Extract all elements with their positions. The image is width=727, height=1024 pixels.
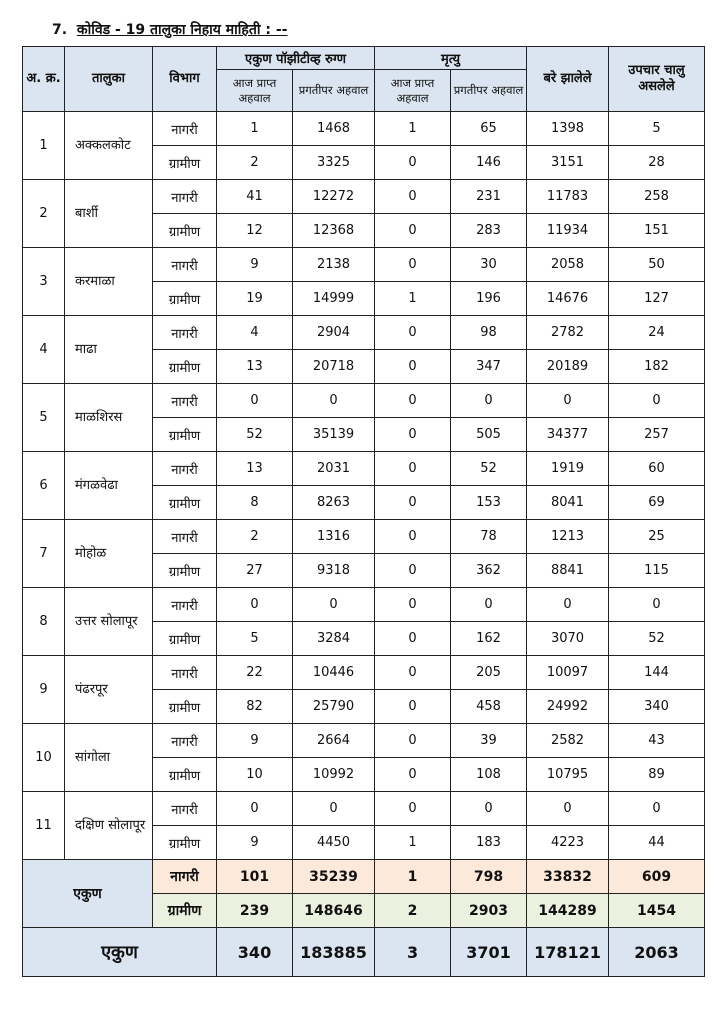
active-cell: 0	[609, 792, 705, 826]
taluka-name: मोहोळ	[65, 520, 153, 588]
death-today-cell: 0	[375, 316, 451, 350]
death-total-cell: 108	[451, 758, 527, 792]
header-deaths-group: मृत्यु	[375, 47, 527, 70]
death-total-cell: 0	[451, 384, 527, 418]
total-urban-pos-total: 35239	[293, 860, 375, 894]
death-today-cell: 0	[375, 622, 451, 656]
pos-total-cell: 4450	[293, 826, 375, 860]
division-cell: नागरी	[153, 792, 217, 826]
pos-total-cell: 0	[293, 792, 375, 826]
active-cell: 43	[609, 724, 705, 758]
pos-total-cell: 2138	[293, 248, 375, 282]
pos-total-cell: 20718	[293, 350, 375, 384]
table-row	[23, 248, 705, 282]
taluka-name: बार्शी	[65, 180, 153, 248]
grand-total-recovered: 178121	[527, 928, 609, 977]
recovered-cell: 2582	[527, 724, 609, 758]
pos-total-cell: 0	[293, 384, 375, 418]
division-cell: ग्रामीण	[153, 554, 217, 588]
header-division: विभाग	[153, 47, 217, 112]
recovered-cell: 3070	[527, 622, 609, 656]
table-row	[23, 452, 705, 486]
sr-number: 8	[23, 588, 65, 656]
grand-total-pos-total: 183885	[293, 928, 375, 977]
sr-number: 10	[23, 724, 65, 792]
division-cell: नागरी	[153, 384, 217, 418]
pos-total-cell: 3284	[293, 622, 375, 656]
table-row	[23, 180, 705, 214]
division-cell: ग्रामीण	[153, 146, 217, 180]
table-row	[23, 588, 705, 622]
recovered-cell: 3151	[527, 146, 609, 180]
grand-total-label: एकुण	[23, 928, 217, 977]
total-urban-active: 609	[609, 860, 705, 894]
table-row	[23, 112, 705, 146]
death-today-cell: 0	[375, 656, 451, 690]
death-today-cell: 0	[375, 180, 451, 214]
division-cell: ग्रामीण	[153, 418, 217, 452]
division-cell: नागरी	[153, 180, 217, 214]
active-cell: 257	[609, 418, 705, 452]
pos-today-cell: 9	[217, 826, 293, 860]
total-rural-pos-today: 239	[217, 894, 293, 928]
death-total-cell: 52	[451, 452, 527, 486]
pos-total-cell: 14999	[293, 282, 375, 316]
sr-number: 11	[23, 792, 65, 860]
pos-total-cell: 10446	[293, 656, 375, 690]
pos-today-cell: 82	[217, 690, 293, 724]
table-row	[23, 384, 705, 418]
death-today-cell: 0	[375, 520, 451, 554]
pos-total-cell: 12368	[293, 214, 375, 248]
total-rural-recovered: 144289	[527, 894, 609, 928]
recovered-cell: 24992	[527, 690, 609, 724]
active-cell: 115	[609, 554, 705, 588]
active-cell: 50	[609, 248, 705, 282]
table-body	[23, 112, 705, 977]
active-cell: 52	[609, 622, 705, 656]
recovered-cell: 8841	[527, 554, 609, 588]
division-cell: ग्रामीण	[153, 350, 217, 384]
sr-number: 9	[23, 656, 65, 724]
pos-today-cell: 9	[217, 724, 293, 758]
pos-total-cell: 0	[293, 588, 375, 622]
division-cell: ग्रामीण	[153, 282, 217, 316]
active-cell: 44	[609, 826, 705, 860]
death-today-cell: 0	[375, 486, 451, 520]
pos-total-cell: 9318	[293, 554, 375, 588]
active-cell: 0	[609, 384, 705, 418]
death-today-cell: 0	[375, 214, 451, 248]
header-recovered: बरे झालेले	[527, 47, 609, 112]
pos-today-cell: 13	[217, 452, 293, 486]
division-cell: नागरी	[153, 112, 217, 146]
division-cell: ग्रामीण	[153, 758, 217, 792]
total-urban-recovered: 33832	[527, 860, 609, 894]
death-total-cell: 162	[451, 622, 527, 656]
sr-number: 3	[23, 248, 65, 316]
taluka-name: करमाळा	[65, 248, 153, 316]
division-cell: नागरी	[153, 656, 217, 690]
sr-number: 4	[23, 316, 65, 384]
death-today-cell: 0	[375, 384, 451, 418]
death-total-cell: 65	[451, 112, 527, 146]
death-today-cell: 0	[375, 452, 451, 486]
death-total-cell: 78	[451, 520, 527, 554]
sr-number: 5	[23, 384, 65, 452]
taluka-name: उत्तर सोलापूर	[65, 588, 153, 656]
pos-today-cell: 5	[217, 622, 293, 656]
header-death-cumulative: प्रगतीपर अहवाल	[451, 70, 527, 112]
pos-total-cell: 8263	[293, 486, 375, 520]
table-row	[23, 724, 705, 758]
active-cell: 144	[609, 656, 705, 690]
pos-today-cell: 2	[217, 146, 293, 180]
death-today-cell: 0	[375, 554, 451, 588]
active-cell: 25	[609, 520, 705, 554]
death-today-cell: 1	[375, 112, 451, 146]
death-today-cell: 0	[375, 690, 451, 724]
total-rural-death-total: 2903	[451, 894, 527, 928]
active-cell: 60	[609, 452, 705, 486]
sr-number: 1	[23, 112, 65, 180]
death-total-cell: 153	[451, 486, 527, 520]
header-taluka: तालुका	[65, 47, 153, 112]
total-rural-death-today: 2	[375, 894, 451, 928]
death-today-cell: 0	[375, 146, 451, 180]
header-positive-today: आज प्राप्त अहवाल	[217, 70, 293, 112]
taluka-name: पंढरपूर	[65, 656, 153, 724]
total-urban-pos-today: 101	[217, 860, 293, 894]
recovered-cell: 1398	[527, 112, 609, 146]
total-rural-division: ग्रामीण	[153, 894, 217, 928]
recovered-cell: 1213	[527, 520, 609, 554]
taluka-name: सांगोला	[65, 724, 153, 792]
recovered-cell: 8041	[527, 486, 609, 520]
pos-today-cell: 22	[217, 656, 293, 690]
division-cell: ग्रामीण	[153, 622, 217, 656]
recovered-cell: 20189	[527, 350, 609, 384]
death-today-cell: 0	[375, 792, 451, 826]
division-cell: नागरी	[153, 248, 217, 282]
death-today-cell: 0	[375, 248, 451, 282]
death-total-cell: 458	[451, 690, 527, 724]
pos-today-cell: 41	[217, 180, 293, 214]
death-total-cell: 283	[451, 214, 527, 248]
division-cell: नागरी	[153, 452, 217, 486]
division-cell: ग्रामीण	[153, 214, 217, 248]
sr-number: 6	[23, 452, 65, 520]
death-total-cell: 183	[451, 826, 527, 860]
covid-taluka-table	[22, 46, 705, 977]
recovered-cell: 14676	[527, 282, 609, 316]
death-total-cell: 98	[451, 316, 527, 350]
total-label: एकुण	[23, 860, 153, 928]
grand-total-death-total: 3701	[451, 928, 527, 977]
pos-total-cell: 25790	[293, 690, 375, 724]
table-header	[23, 47, 705, 112]
division-cell: नागरी	[153, 316, 217, 350]
division-cell: ग्रामीण	[153, 690, 217, 724]
recovered-cell: 11783	[527, 180, 609, 214]
death-today-cell: 0	[375, 350, 451, 384]
header-positive-cumulative: प्रगतीपर अहवाल	[293, 70, 375, 112]
active-cell: 182	[609, 350, 705, 384]
death-today-cell: 0	[375, 418, 451, 452]
death-today-cell: 1	[375, 282, 451, 316]
pos-today-cell: 19	[217, 282, 293, 316]
recovered-cell: 10795	[527, 758, 609, 792]
section-heading: कोविड - 19 तालुका निहाय माहिती : --	[76, 22, 288, 38]
table-row	[23, 316, 705, 350]
header-positive-group: एकुण पॉझीटीव्ह रुग्ण	[217, 47, 375, 70]
pos-total-cell: 10992	[293, 758, 375, 792]
pos-total-cell: 35139	[293, 418, 375, 452]
table-row	[23, 792, 705, 826]
total-urban-division: नागरी	[153, 860, 217, 894]
death-total-cell: 30	[451, 248, 527, 282]
section-title	[52, 20, 287, 39]
recovered-cell: 1919	[527, 452, 609, 486]
recovered-cell: 2782	[527, 316, 609, 350]
active-cell: 0	[609, 588, 705, 622]
division-cell: नागरी	[153, 520, 217, 554]
table-row	[23, 656, 705, 690]
division-cell: नागरी	[153, 724, 217, 758]
pos-total-cell: 1316	[293, 520, 375, 554]
death-total-cell: 0	[451, 792, 527, 826]
total-urban-death-total: 798	[451, 860, 527, 894]
active-cell: 151	[609, 214, 705, 248]
division-cell: ग्रामीण	[153, 486, 217, 520]
death-total-cell: 231	[451, 180, 527, 214]
pos-total-cell: 2904	[293, 316, 375, 350]
recovered-cell: 10097	[527, 656, 609, 690]
pos-today-cell: 0	[217, 384, 293, 418]
pos-today-cell: 1	[217, 112, 293, 146]
taluka-name: माढा	[65, 316, 153, 384]
total-rural-pos-total: 148646	[293, 894, 375, 928]
pos-total-cell: 12272	[293, 180, 375, 214]
active-cell: 258	[609, 180, 705, 214]
pos-today-cell: 2	[217, 520, 293, 554]
recovered-cell: 0	[527, 792, 609, 826]
grand-total-pos-today: 340	[217, 928, 293, 977]
section-number: 7.	[52, 22, 68, 38]
pos-today-cell: 10	[217, 758, 293, 792]
table-row	[23, 520, 705, 554]
active-cell: 28	[609, 146, 705, 180]
active-cell: 5	[609, 112, 705, 146]
sr-number: 2	[23, 180, 65, 248]
active-cell: 340	[609, 690, 705, 724]
death-total-cell: 347	[451, 350, 527, 384]
pos-today-cell: 0	[217, 792, 293, 826]
death-total-cell: 205	[451, 656, 527, 690]
division-cell: ग्रामीण	[153, 826, 217, 860]
grand-total-row	[23, 928, 705, 977]
pos-total-cell: 3325	[293, 146, 375, 180]
pos-today-cell: 0	[217, 588, 293, 622]
pos-today-cell: 13	[217, 350, 293, 384]
pos-today-cell: 8	[217, 486, 293, 520]
pos-total-cell: 2664	[293, 724, 375, 758]
death-total-cell: 39	[451, 724, 527, 758]
header-active: उपचार चालु असलेले	[609, 47, 705, 112]
division-cell: नागरी	[153, 588, 217, 622]
pos-total-cell: 1468	[293, 112, 375, 146]
pos-today-cell: 4	[217, 316, 293, 350]
recovered-cell: 2058	[527, 248, 609, 282]
death-total-cell: 0	[451, 588, 527, 622]
taluka-name: दक्षिण सोलापूर	[65, 792, 153, 860]
sr-number: 7	[23, 520, 65, 588]
death-today-cell: 1	[375, 826, 451, 860]
total-urban-row	[23, 860, 705, 894]
pos-today-cell: 52	[217, 418, 293, 452]
death-today-cell: 0	[375, 724, 451, 758]
taluka-name: अक्कलकोट	[65, 112, 153, 180]
death-total-cell: 362	[451, 554, 527, 588]
active-cell: 89	[609, 758, 705, 792]
header-sr: अ. क्र.	[23, 47, 65, 112]
recovered-cell: 11934	[527, 214, 609, 248]
death-total-cell: 505	[451, 418, 527, 452]
death-today-cell: 0	[375, 758, 451, 792]
death-today-cell: 0	[375, 588, 451, 622]
recovered-cell: 4223	[527, 826, 609, 860]
recovered-cell: 0	[527, 384, 609, 418]
header-death-today: आज प्राप्त अहवाल	[375, 70, 451, 112]
grand-total-death-today: 3	[375, 928, 451, 977]
death-total-cell: 146	[451, 146, 527, 180]
pos-total-cell: 2031	[293, 452, 375, 486]
pos-today-cell: 12	[217, 214, 293, 248]
pos-today-cell: 27	[217, 554, 293, 588]
total-rural-active: 1454	[609, 894, 705, 928]
active-cell: 127	[609, 282, 705, 316]
taluka-name: माळशिरस	[65, 384, 153, 452]
grand-total-active: 2063	[609, 928, 705, 977]
active-cell: 24	[609, 316, 705, 350]
recovered-cell: 0	[527, 588, 609, 622]
active-cell: 69	[609, 486, 705, 520]
pos-today-cell: 9	[217, 248, 293, 282]
death-total-cell: 196	[451, 282, 527, 316]
recovered-cell: 34377	[527, 418, 609, 452]
total-urban-death-today: 1	[375, 860, 451, 894]
taluka-name: मंगळवेढा	[65, 452, 153, 520]
